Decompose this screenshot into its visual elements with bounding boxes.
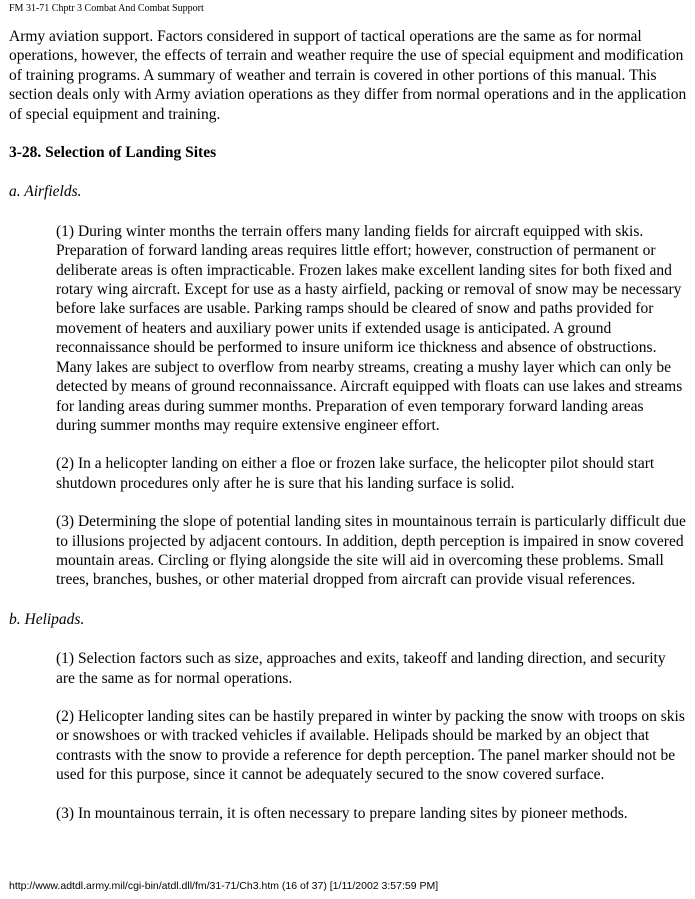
subsection-heading-airfields: a. Airfields. bbox=[9, 183, 82, 201]
helipads-paragraph-1: (1) Selection factors such as size, approaches and exits, takeoff and landing direction, and security are the same as for normal operations. bbox=[56, 650, 666, 687]
airfields-paragraph-1: (1) During winter months the terrain offers many landing fields for aircraft equipped with skis. Preparation of forward landing areas requires little effort; however, construction of permanent or deliberate areas is often impracticable. Frozen lakes make excellent landing sites for both fixed and rotary wing aircraft. Except for use as a hasty airfield, packing or removal of snow may be necessary before lake surfaces are usable. Parking ramps should be cleared of snow and paths provided for movement of heaters and auxiliary power units if extended usage is anticipated. A ground reconnaissance should be performed to insure uniform ice thickness and absence of obstructions. Many lakes are subject to overflow from nearby streams, creating a mushy layer which can only be detected by means of ground reconnaissance. Aircraft equipped with floats can use lakes and streams for landing areas during summer months. Preparation of even temporary forward landing areas during summer months may require extensive engineer effort. bbox=[56, 222, 683, 434]
document-body bbox=[9, 27, 687, 842]
helipads-paragraph-2: (2) Helicopter landing sites can be hastily prepared in winter by packing the snow with troops on skis or snowshoes or with tracked vehicles if available. Helipads should be marked by an object that contrasts with the snow to provide a reference for depth perception. The panel marker should not be used for this purpose, since it cannot be adequately secured to the snow covered surface. bbox=[56, 707, 685, 784]
running-header: FM 31-71 Chptr 3 Combat And Combat Support bbox=[9, 3, 204, 14]
helipads-paragraph-3: (3) In mountainous terrain, it is often necessary to prepare landing sites by pioneer methods. bbox=[56, 804, 628, 822]
airfields-paragraph-3: (3) Determining the slope of potential landing sites in mountainous terrain is particularly difficult due to illusions projected by adjacent contours. In addition, depth perception is impaired in snow covered mountain areas. Circling or flying alongside the site will aid in overcoming these problems. Small trees, branches, bushes, or other material dropped from aircraft can provide visual references. bbox=[56, 513, 686, 589]
intro-paragraph: Army aviation support. Factors considered in support of tactical operations are the same as for normal operations, however, the effects of terrain and weather require the use of special equipment and modification of training programs. A summary of weather and terrain is covered in other portions of this manual. This section deals only with Army aviation operations as they differ from normal operations and in the application of special equipment and training. bbox=[9, 28, 687, 123]
airfields-paragraph-2: (2) In a helicopter landing on either a floe or frozen lake surface, the helicopter pilot should start shutdown procedures only after he is sure that his landing surface is solid. bbox=[56, 455, 655, 492]
section-heading: 3-28. Selection of Landing Sites bbox=[9, 144, 217, 162]
page-footer-url: http://www.adtdl.army.mil/cgi-bin/atdl.dll/fm/31-71/Ch3.htm (16 of 37) [1/11/2002 3:57:59 PM] bbox=[9, 880, 439, 892]
subsection-heading-helipads: b. Helipads. bbox=[9, 610, 85, 628]
